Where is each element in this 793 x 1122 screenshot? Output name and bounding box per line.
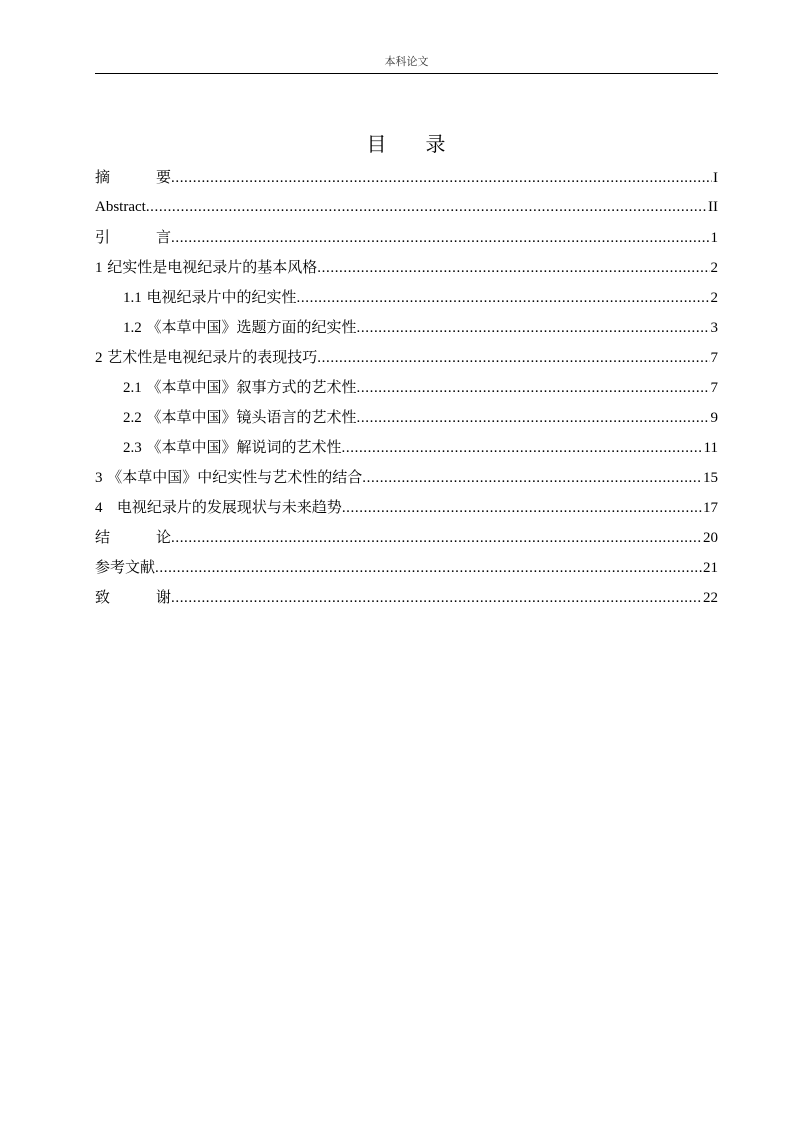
toc-leader-dots <box>171 583 702 613</box>
toc-entry-label: 《本草中国》解说词的艺术性 <box>146 438 342 456</box>
toc-list <box>95 162 718 612</box>
toc-entry-page: II <box>708 199 718 215</box>
toc-entry-label: 《本草中国》叙事方式的艺术性 <box>146 378 357 396</box>
toc-entry-label: 艺术性是电视纪录片的表现技巧 <box>107 348 318 366</box>
toc-entry-section-2-2[interactable] <box>95 402 718 432</box>
toc-title <box>95 130 718 158</box>
toc-entry-section-1-2[interactable] <box>95 312 718 342</box>
toc-leader-dots <box>357 403 710 433</box>
toc-entry-page: 3 <box>710 320 718 336</box>
toc-entry-label: Abstract <box>95 199 146 215</box>
toc-label-char: 论 <box>155 528 171 546</box>
toc-leader-dots <box>357 373 710 403</box>
toc-entry-acknowledgements[interactable] <box>95 582 718 612</box>
toc-entry-label: 《本草中国》选题方面的纪实性 <box>146 318 357 336</box>
toc-entry-label: 纪实性是电视纪录片的基本风格 <box>107 258 318 276</box>
toc-entry-section-2-3[interactable] <box>95 432 718 462</box>
toc-title-char-1: 目 <box>366 132 388 156</box>
toc-leader-dots <box>317 343 709 373</box>
toc-leader-dots <box>171 523 702 553</box>
toc-entry-page: 22 <box>703 590 718 606</box>
toc-label-char: 引 <box>95 228 111 246</box>
toc-label-char: 谢 <box>155 588 171 606</box>
toc-entry-page: 15 <box>703 470 718 486</box>
toc-entry-page: 11 <box>703 440 718 456</box>
toc-label-char: 致 <box>95 588 111 606</box>
toc-entry-label <box>95 582 171 612</box>
toc-entry-label: 参考文献 <box>95 558 156 576</box>
toc-entry-chapter-4[interactable] <box>95 492 718 522</box>
toc-entry-page: 2 <box>710 290 718 306</box>
toc-leader-dots <box>357 313 710 343</box>
toc-entry-number: 1 <box>95 260 103 276</box>
toc-entry-label: 电视纪录片的发展现状与未来趋势 <box>116 498 342 516</box>
toc-entry-page: 2 <box>710 260 718 276</box>
toc-entry-label <box>95 222 171 252</box>
toc-entry-number: 1.2 <box>123 320 142 336</box>
toc-label-char: 言 <box>155 228 171 246</box>
toc-entry-conclusion[interactable] <box>95 522 718 552</box>
toc-label-char: 要 <box>155 168 171 186</box>
toc-leader-dots <box>171 223 710 253</box>
toc-entry-page: 21 <box>703 560 718 576</box>
toc-entry-number: 2.2 <box>123 410 142 426</box>
toc-leader-dots <box>155 553 702 583</box>
toc-entry-number: 2.1 <box>123 380 142 396</box>
toc-entry-page: I <box>713 170 718 186</box>
toc-leader-dots <box>146 192 707 222</box>
toc-entry-abstract-en[interactable] <box>95 192 718 222</box>
toc-entry-number: 3 <box>95 470 103 486</box>
toc-entry-page: 17 <box>703 500 718 516</box>
toc-leader-dots <box>317 253 709 283</box>
toc-entry-number: 1.1 <box>123 290 142 306</box>
toc-entry-label: 《本草中国》镜头语言的艺术性 <box>146 408 357 426</box>
toc-entry-label: 《本草中国》中纪实性与艺术性的结合 <box>107 468 363 486</box>
toc-entry-chapter-2[interactable] <box>95 342 718 372</box>
running-header: 本科论文 <box>384 55 429 68</box>
toc-leader-dots <box>362 463 702 493</box>
toc-label-char: 摘 <box>95 168 111 186</box>
toc-entry-page: 7 <box>710 380 718 396</box>
toc-entry-number: 2 <box>95 350 103 366</box>
toc-leader-dots <box>171 163 712 193</box>
toc-title-char-2: 录 <box>425 132 447 156</box>
toc-entry-page: 9 <box>710 410 718 426</box>
toc-entry-section-2-1[interactable] <box>95 372 718 402</box>
toc-label-char: 结 <box>95 528 111 546</box>
toc-entry-label: 电视纪录片中的纪实性 <box>146 288 297 306</box>
toc-entry-abstract-cn[interactable] <box>95 162 718 192</box>
toc-entry-label <box>95 162 171 192</box>
toc-entry-references[interactable] <box>95 552 718 582</box>
header-rule <box>95 73 718 74</box>
toc-entry-chapter-3[interactable] <box>95 462 718 492</box>
toc-leader-dots <box>297 283 710 313</box>
toc-entry-number: 4 <box>95 500 103 516</box>
toc-entry-chapter-1[interactable] <box>95 252 718 282</box>
toc-leader-dots <box>342 493 702 523</box>
toc-entry-section-1-1[interactable] <box>95 282 718 312</box>
toc-entry-page: 1 <box>710 230 718 246</box>
toc-entry-label <box>95 522 171 552</box>
toc-entry-page: 7 <box>710 350 718 366</box>
toc-leader-dots <box>342 433 703 463</box>
toc-entry-page: 20 <box>703 530 718 546</box>
toc-entry-introduction[interactable] <box>95 222 718 252</box>
toc-entry-number: 2.3 <box>123 440 142 456</box>
